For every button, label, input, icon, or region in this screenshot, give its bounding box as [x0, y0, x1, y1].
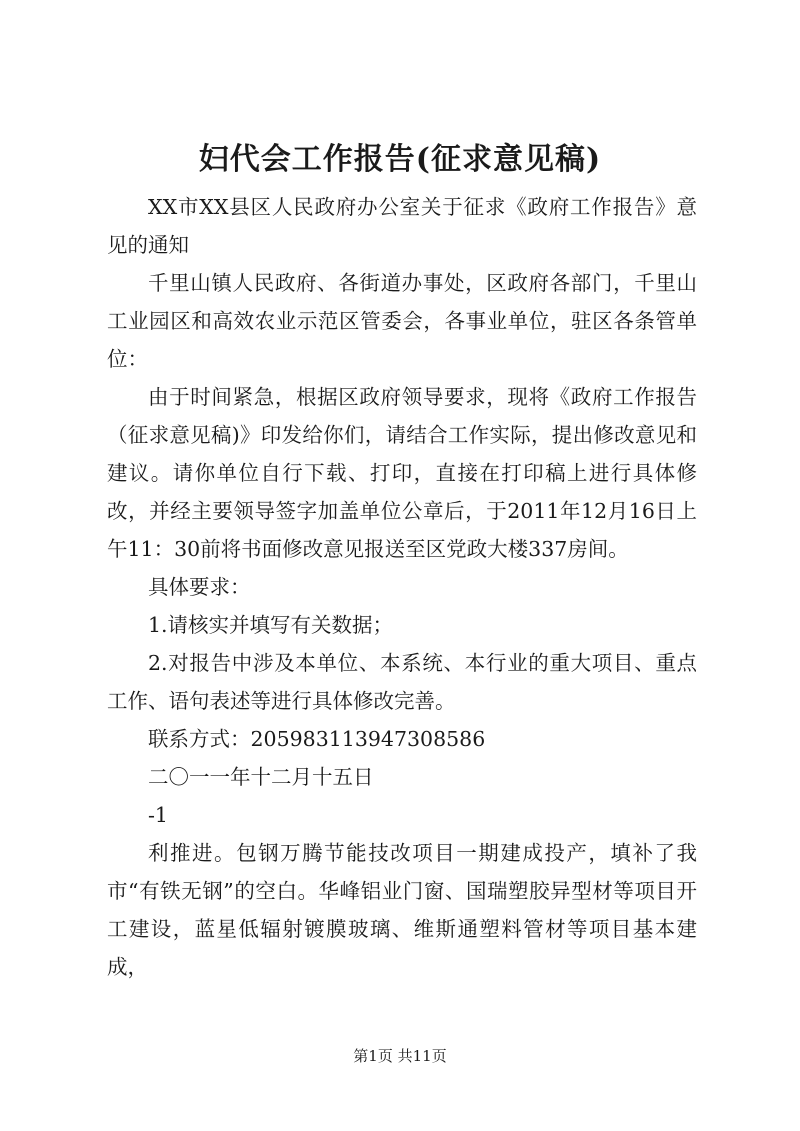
paragraph-main-request: 由于时间紧急，根据区政府领导要求，现将《政府工作报告（征求意见稿)》印发给你们，请结合工作实际，提出修改意见和建议。请你单位自行下载、打印，直接在打印稿上进行具体修改，并经主要领导签字加盖单位公章后，于2011年12月16日上午11：30前将书面修改意见报送至区党政大楼337房间。 [107, 385, 697, 561]
paragraph-requirements-heading: 具体要求： [148, 575, 251, 599]
paragraph-date: 二〇一一年十二月十五日 [148, 765, 374, 789]
paragraph-page-marker: -1 [148, 803, 168, 827]
paragraph-report-excerpt: 利推进。包钢万腾节能技改项目一期建成投产，填补了我市“有铁无钢”的空白。华峰铝业门窗、国瑞塑胶异型材等项目开工建设，蓝星低辐射镀膜玻璃、维斯通塑料管材等项目基本建成， [107, 841, 697, 979]
document-body [107, 188, 697, 986]
paragraph-contact: 联系方式：205983113947308586 [148, 727, 486, 751]
page-footer: 第1页 共11页 [353, 1047, 447, 1065]
paragraph-recipients: 千里山镇人民政府、各街道办事处，区政府各部门，千里山工业园区和高效农业示范区管委会，各事业单位，驻区各条管单位： [107, 271, 697, 371]
paragraph-notice-heading: XX市XX县区人民政府办公室关于征求《政府工作报告》意见的通知 [107, 195, 697, 257]
paragraph-requirement-1: 1.请核实并填写有关数据； [148, 613, 394, 637]
paragraph-requirement-2: 2.对报告中涉及本单位、本系统、本行业的重大项目、重点工作、语句表述等进行具体修改完善。 [107, 651, 697, 713]
document-title: 妇代会工作报告(征求意见稿) [198, 142, 602, 177]
